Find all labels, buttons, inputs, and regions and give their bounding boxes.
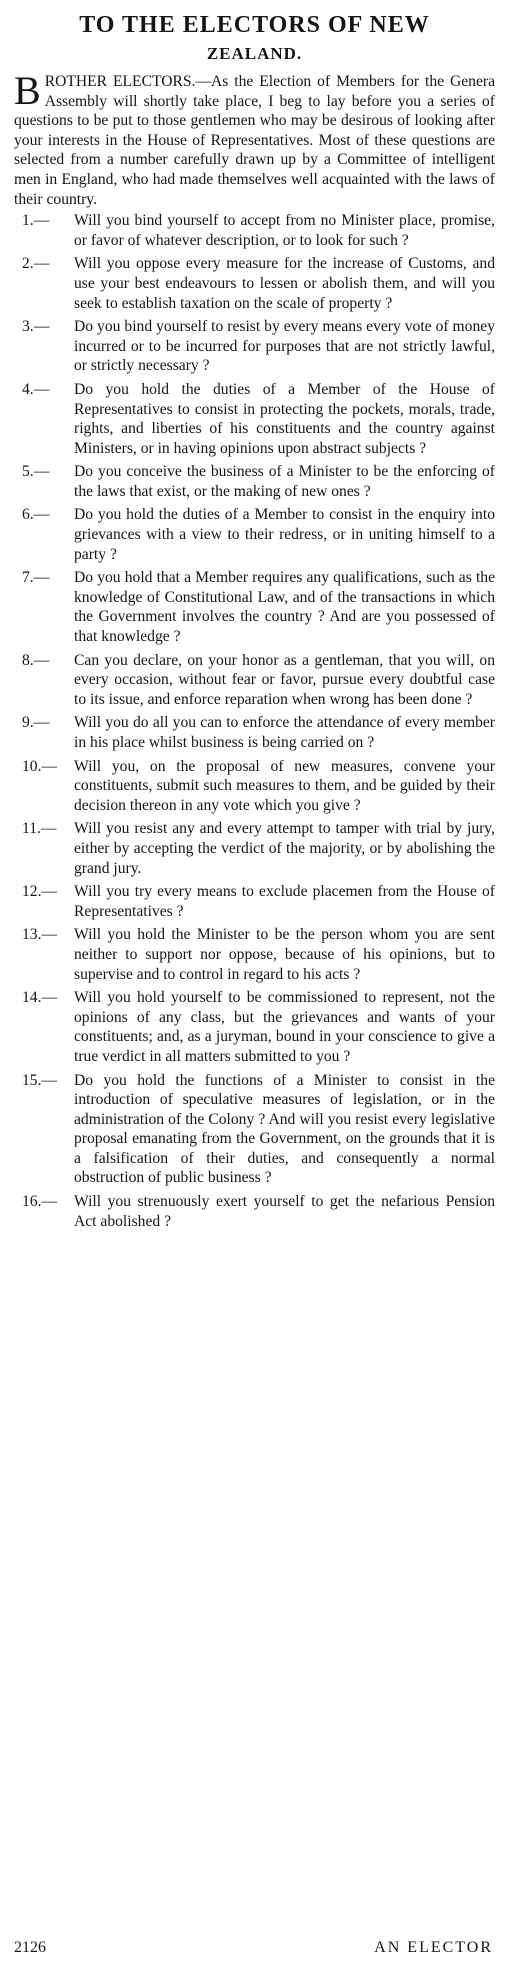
question-item (14, 925, 495, 984)
question-number: 8.— (22, 651, 50, 669)
question-item (14, 988, 495, 1066)
question-item (14, 380, 495, 458)
question-text: Will you do all you can to enforce the attendance of every member in his place whilst business is being carried on ? (74, 714, 495, 751)
question-item (14, 757, 495, 816)
question-number: 12.— (22, 883, 58, 901)
notice-subtitle: ZEALAND. (206, 44, 303, 63)
question-text: Will you strenuously exert yourself to get the nefarious Pension Act abolished ? (74, 1193, 495, 1230)
question-number: 16.— (22, 1193, 58, 1211)
question-text: Do you hold the duties of a Member to consist in the enquiry into grievances with a view to their redress, or in uniting himself to a party ? (74, 506, 495, 563)
intro-text: ROTHER ELECTORS.—As the Election of Members for the Genera Assembly will shortly take place, I beg to lay before you a series of questions to be put to those gentlemen who may be desirous of looking after your interests in the House of Representatives. Most of these questions are selected from a number carefully drawn up by a Committee of intelligent men in England, who had made themselves well acquainted with the laws of their country. (14, 73, 495, 208)
question-number: 13.— (22, 926, 58, 944)
question-text: Do you bind yourself to resist by every means every vote of money incurred or to be incurred for purposes that are not strictly lawful, or strictly necessary ? (74, 318, 495, 375)
question-text: Can you declare, on your honor as a gentleman, that you will, on every occasion, without fear or favor, pursue every doubtful case to its issue, and enforce reparation when wrong has been done ? (74, 651, 495, 708)
question-text: Will you hold yourself to be commissioned to represent, not the opinions of any class, but the grievances and wants of your constituents; and, as a juryman, bound in your conscience to give a true verdict in all matters submitted to you ? (74, 989, 495, 1065)
question-item (14, 211, 495, 250)
question-number: 5.— (22, 463, 50, 481)
question-number: 14.— (22, 989, 58, 1007)
question-number: 7.— (22, 569, 50, 587)
question-number: 4.— (22, 380, 50, 398)
question-item (14, 651, 495, 710)
question-text: Do you hold that a Member requires any qualifications, such as the knowledge of Constitutional Law, and of the transactions in which the Government involves the country ? And are you possessed of that knowledge ? (74, 569, 495, 646)
footer (14, 1938, 493, 1958)
question-item (14, 568, 495, 646)
question-number: 11.— (22, 820, 57, 838)
question-item (14, 819, 495, 878)
question-item (14, 1071, 495, 1189)
question-item (14, 882, 495, 921)
question-text: Do you hold the functions of a Minister to consist in the introduction of speculative measures of legislation, or in the administration of the Colony ? And will you resist every legislative proposal emanating from the Government, on the grounds that it is a falsification of their duties, and consequently a normal obstruction of public business ? (74, 1071, 495, 1187)
question-number: 9.— (22, 714, 50, 732)
signature: AN ELECTOR (374, 1939, 493, 1956)
question-number: 3.— (22, 318, 50, 336)
question-item (14, 713, 495, 752)
question-text: Will you bind yourself to accept from no Minister place, promise, or favor of whatever description, or to look for such ? (74, 212, 495, 249)
question-text: Will you resist any and every attempt to tamper with trial by jury, either by accepting the verdict of the majority, or by abolishing the grand jury. (74, 820, 495, 877)
question-number: 15.— (22, 1071, 58, 1089)
question-number: 6.— (22, 506, 50, 524)
question-text: Will you oppose every measure for the increase of Customs, and use your best endeavours to lessen or abolish them, and will you seek to establish taxation on the scale of property ? (74, 255, 495, 312)
question-text: Will you hold the Minister to be the person whom you are sent neither to support nor oppose, because of his opinions, but to supervise and to control in regard to his acts ? (74, 926, 495, 983)
reference-number: 2126 (14, 1939, 46, 1956)
question-list (14, 211, 495, 1231)
drop-cap: B (14, 68, 41, 113)
question-number: 1.— (22, 212, 50, 230)
question-text: Do you hold the duties of a Member of the House of Representatives to consist in protecting the pockets, morals, trade, rights, and liberties of his constituents and the country against Ministers, or in having opinions upon abstract subjects ? (74, 380, 495, 457)
question-text: Will you try every means to exclude placemen from the House of Representatives ? (74, 883, 495, 920)
question-item (14, 1192, 495, 1231)
question-number: 10.— (22, 757, 58, 775)
question-number: 2.— (22, 255, 50, 273)
question-item (14, 317, 495, 376)
question-item (14, 462, 495, 501)
intro-paragraph (14, 68, 495, 209)
notice-title: TO THE ELECTORS OF NEW (79, 12, 430, 38)
question-text: Will you, on the proposal of new measures, convene your constituents, submit such measures to them, and be guided by their decision thereon in any vote which you give ? (74, 757, 495, 814)
question-text: Do you conceive the business of a Minister to be the enforcing of the laws that exist, or the making of new ones ? (74, 463, 495, 500)
question-item (14, 254, 495, 313)
question-item (14, 505, 495, 564)
